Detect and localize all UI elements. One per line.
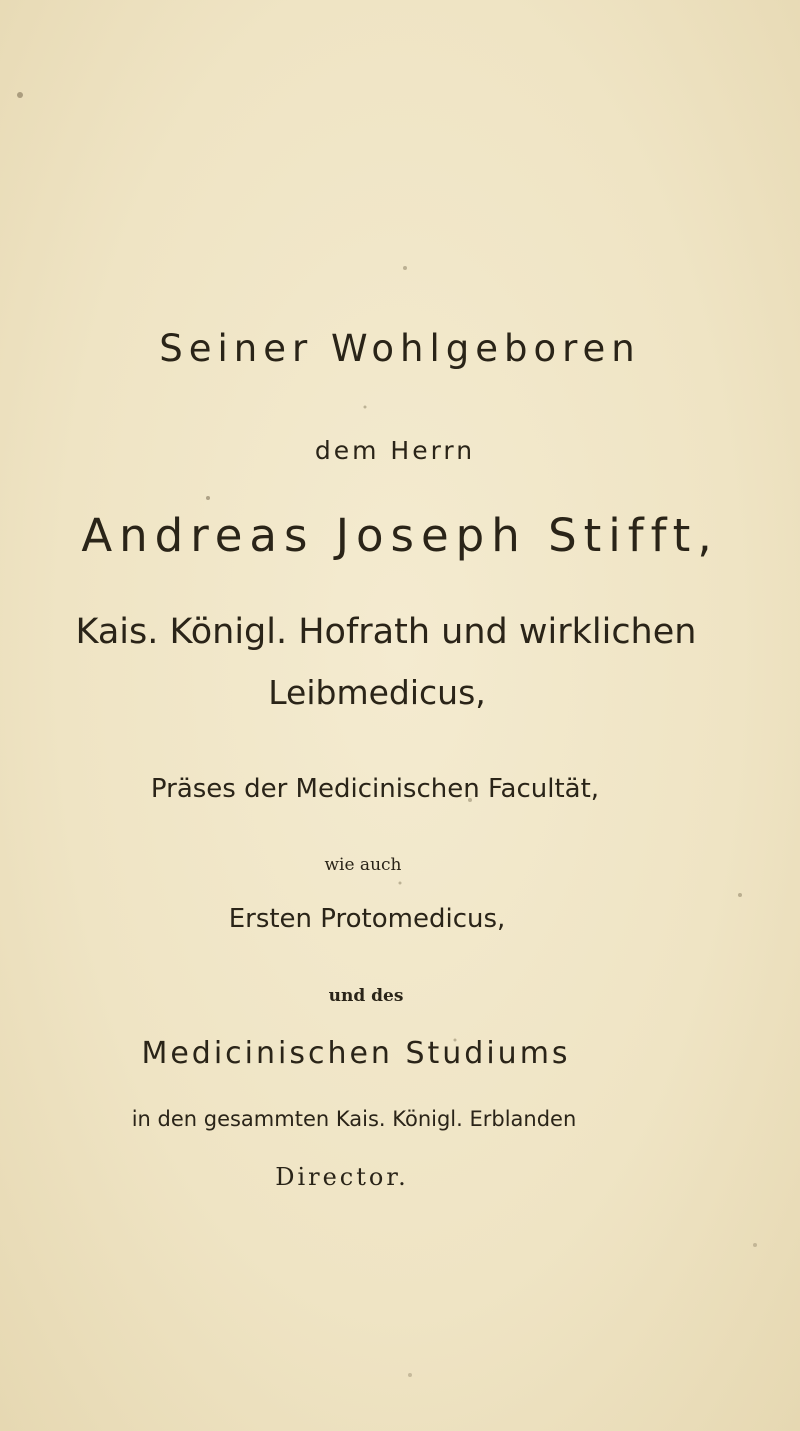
addressee-prefix: dem Herrn [314, 436, 476, 465]
office-line-5: Director. [275, 1163, 409, 1191]
title-line-2: Leibmedicus, [268, 673, 486, 712]
office-line-4: in den gesammten Kais. Königl. Erblanden [131, 1107, 577, 1131]
office-line-1: Präses der Medicinischen Facultät, [150, 774, 600, 804]
conjunction-1: wie auch [324, 855, 402, 875]
office-line-2: Ersten Protomedicus, [228, 904, 506, 934]
honoree-name: Andreas Joseph Stifft, [81, 509, 719, 562]
office-line-3: Medicinischen Studiums [141, 1036, 571, 1071]
title-line-1: Kais. Königl. Hofrath und wirklichen [75, 612, 697, 652]
salutation: Seiner Wohlgeboren [159, 327, 641, 370]
conjunction-2: und des [328, 986, 404, 1006]
